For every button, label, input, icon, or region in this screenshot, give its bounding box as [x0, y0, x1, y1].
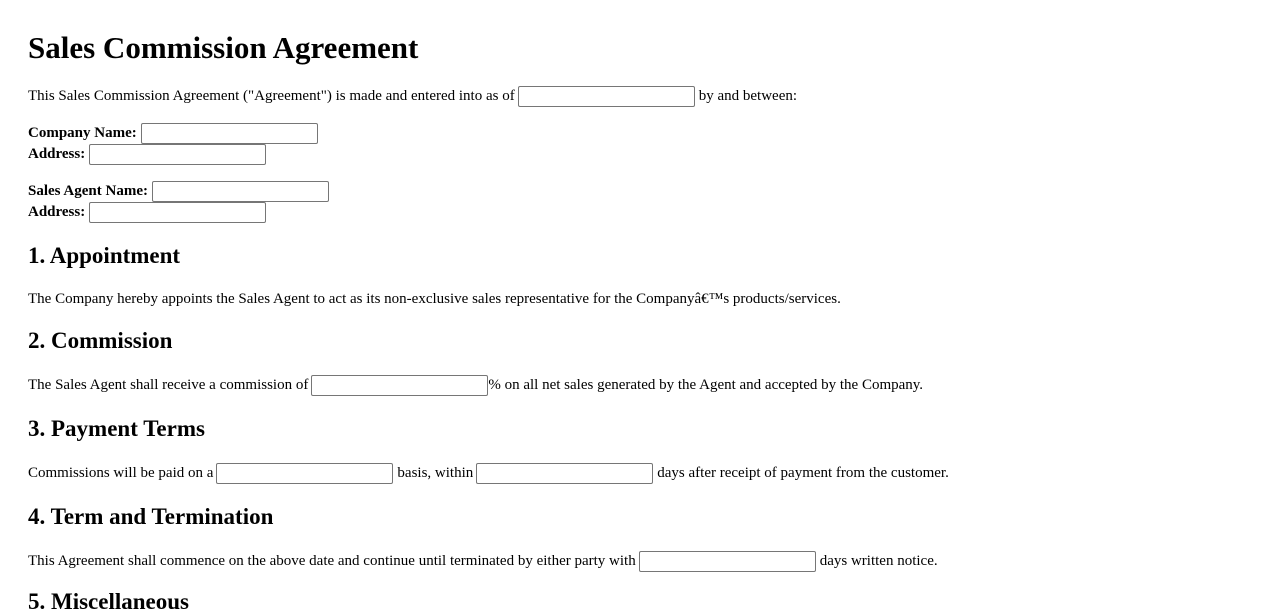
payment-basis-input[interactable]	[216, 463, 393, 484]
agent-name-label: Sales Agent Name:	[28, 183, 148, 199]
appointment-paragraph	[28, 288, 841, 310]
payment-text-before: Commissions will be paid on a	[28, 465, 214, 481]
company-address-row	[28, 143, 270, 165]
company-name-row	[28, 122, 322, 144]
agent-address-input[interactable]	[89, 202, 266, 223]
section-heading-payment-terms: 3. Payment Terms	[28, 416, 205, 441]
section-heading-appointment: 1. Appointment	[28, 243, 181, 268]
company-address-input[interactable]	[89, 144, 266, 165]
agreement-date-input[interactable]	[518, 86, 695, 107]
payment-days-input[interactable]	[476, 463, 653, 484]
appointment-text: The Company hereby appoints the Sales Agent to act as its non-exclusive sales representative for the Companyâ€™s products/services.	[28, 291, 841, 307]
intro-paragraph	[28, 85, 797, 107]
agent-address-row	[28, 201, 270, 223]
payment-text-middle: basis, within	[397, 465, 474, 481]
page-title: Sales Commission Agreement	[28, 30, 419, 65]
payment-paragraph	[28, 462, 949, 484]
intro-text-after: by and between:	[698, 88, 798, 104]
commission-text-after: % on all net sales generated by the Agent and accepted by the Company.	[488, 377, 924, 393]
commission-rate-input[interactable]	[311, 375, 488, 396]
company-name-label: Company Name:	[28, 125, 137, 141]
section-heading-commission: 2. Commission	[28, 328, 173, 353]
term-paragraph	[28, 550, 938, 572]
term-text-before: This Agreement shall commence on the above date and continue until terminated by either party with	[28, 553, 636, 569]
notice-days-input[interactable]	[639, 551, 816, 572]
section-heading-miscellaneous: 5. Miscellaneous	[28, 589, 189, 614]
payment-text-after: days after receipt of payment from the customer.	[657, 465, 949, 481]
commission-text-before: The Sales Agent shall receive a commission of	[28, 377, 309, 393]
agent-address-label: Address:	[28, 204, 86, 220]
agent-name-input[interactable]	[152, 181, 329, 202]
commission-paragraph	[28, 374, 923, 396]
intro-text-before: This Sales Commission Agreement ("Agreement") is made and entered into as of	[28, 88, 515, 104]
term-text-after: days written notice.	[819, 553, 938, 569]
company-address-label: Address:	[28, 146, 86, 162]
company-name-input[interactable]	[141, 123, 318, 144]
agent-name-row	[28, 180, 333, 202]
section-heading-term-termination: 4. Term and Termination	[28, 504, 274, 529]
